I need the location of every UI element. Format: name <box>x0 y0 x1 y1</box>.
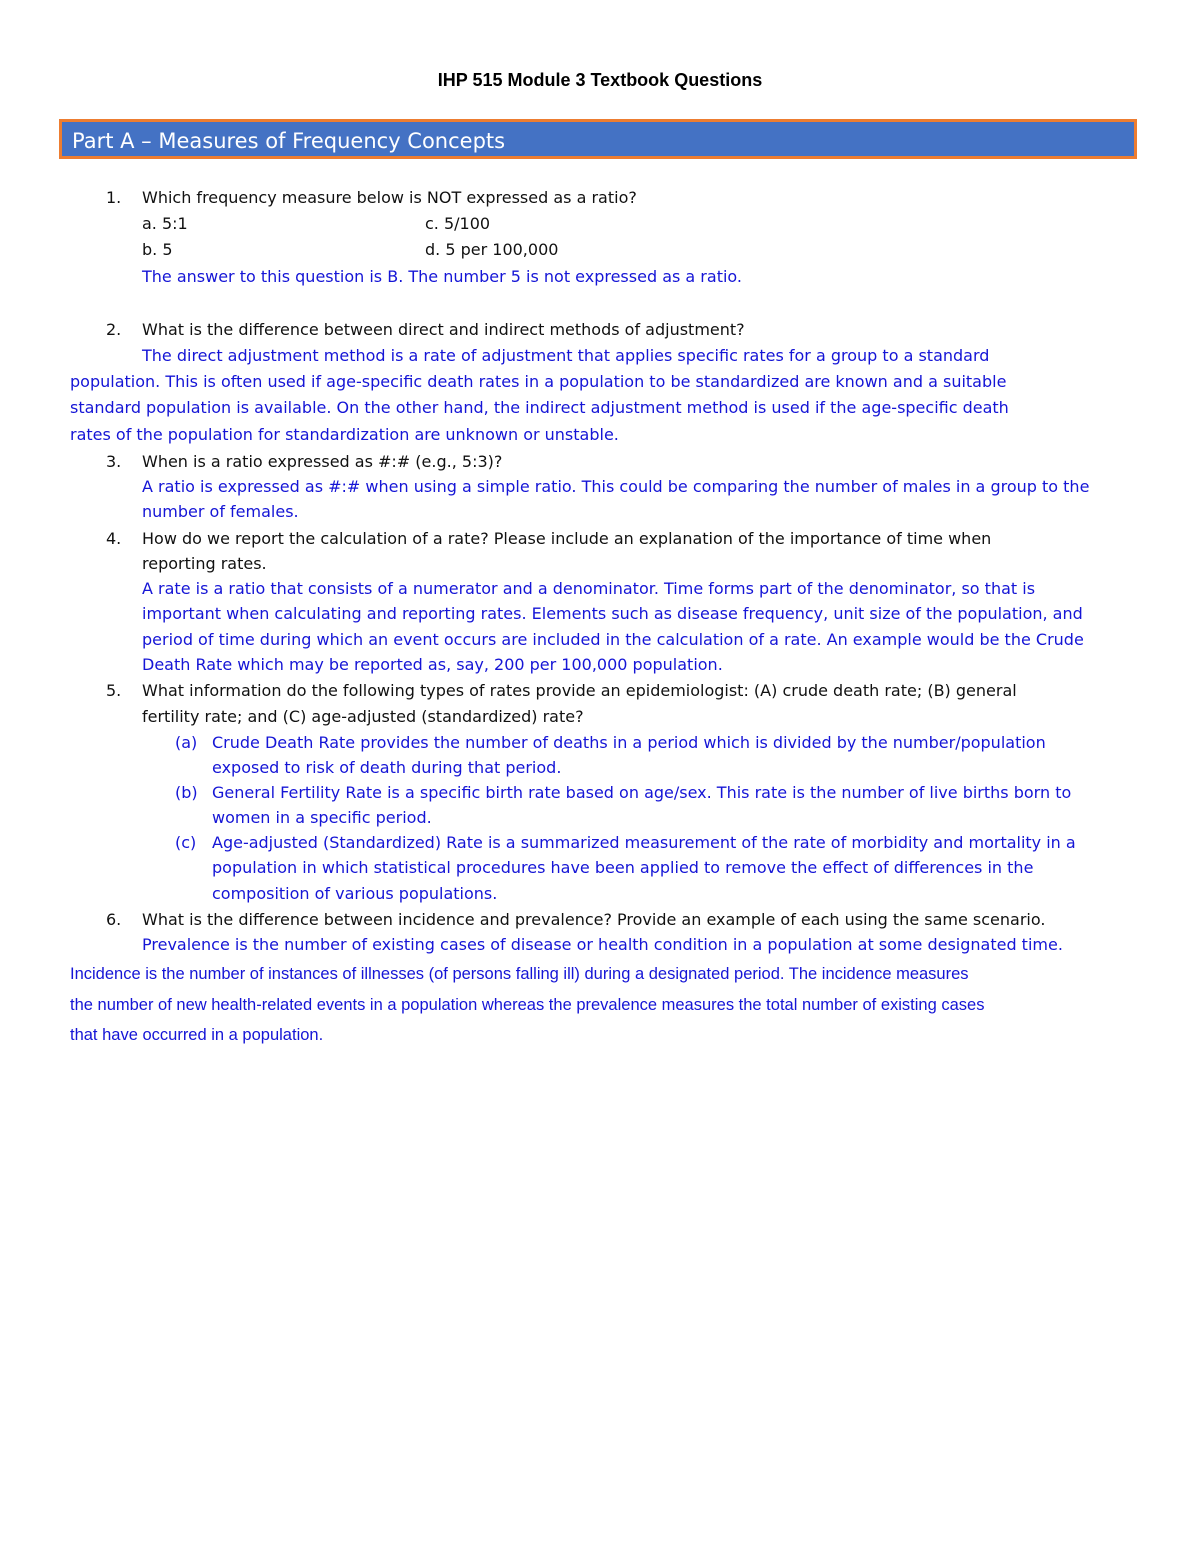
option-c: c. 5/100 <box>425 214 491 233</box>
question-text: What is the difference between incidence and prevalence? Provide an example of each using the same scenario. <box>142 910 1046 929</box>
answer-line: Prevalence is the number of existing cases of disease or health condition in a population at some designated time. <box>142 935 1063 954</box>
question-text: Which frequency measure below is NOT expressed as a ratio? <box>142 188 637 207</box>
sub-item-line: Crude Death Rate provides the number of deaths in a period which is divided by the number/population <box>212 733 1046 752</box>
option-d: d. 5 per 100,000 <box>425 240 559 259</box>
question-text: What information do the following types of rates provide an epidemiologist: (A) crude death rate; (B) general <box>142 681 1017 700</box>
question-number: 6. <box>106 910 122 929</box>
sub-item-line: composition of various populations. <box>212 884 498 903</box>
document-title: IHP 515 Module 3 Textbook Questions <box>437 70 763 90</box>
answer-line: A rate is a ratio that consists of a numerator and a denominator. Time forms part of the denominator, so that is <box>142 579 1036 598</box>
sub-item-line: women in a specific period. <box>212 808 432 827</box>
question-text: reporting rates. <box>142 554 267 573</box>
sub-item-line: Age-adjusted (Standardized) Rate is a summarized measurement of the rate of morbidity and mortality in a <box>212 833 1076 852</box>
question-number: 4. <box>106 529 122 548</box>
question-number: 5. <box>106 681 122 700</box>
sub-item-line: population in which statistical procedures have been applied to remove the effect of differences in the <box>212 858 1034 877</box>
sub-item-label: (b) <box>175 783 198 802</box>
option-b: b. 5 <box>142 240 173 259</box>
answer-line: number of females. <box>142 502 299 521</box>
answer-line: Death Rate which may be reported as, say, 200 per 100,000 population. <box>142 655 723 674</box>
answer-line: Incidence is the number of instances of illnesses (of persons falling ill) during a designated period. The incidence measures <box>70 965 969 983</box>
section-title: Part A – Measures of Frequency Concepts <box>72 129 506 153</box>
option-a: a. 5:1 <box>142 214 188 233</box>
question-text: fertility rate; and (C) age-adjusted (standardized) rate? <box>142 707 584 726</box>
sub-item-label: (a) <box>175 733 198 752</box>
answer-line: rates of the population for standardization are unknown or unstable. <box>70 425 619 444</box>
answer-line: A ratio is expressed as #:# when using a simple ratio. This could be comparing the number of males in a group to the <box>142 477 1090 496</box>
sub-item-label: (c) <box>175 833 197 852</box>
answer-line: population. This is often used if age-specific death rates in a population to be standardized are known and a suitable <box>70 372 1007 391</box>
question-text: How do we report the calculation of a rate? Please include an explanation of the importance of time when <box>142 529 992 548</box>
answer-line: The direct adjustment method is a rate of adjustment that applies specific rates for a group to a standard <box>142 346 990 365</box>
question-text: When is a ratio expressed as #:# (e.g., 5:3)? <box>142 452 503 471</box>
sub-item-line: exposed to risk of death during that period. <box>212 758 562 777</box>
answer-line: that have occurred in a population. <box>70 1026 324 1044</box>
answer-line: important when calculating and reporting rates. Elements such as disease frequency, unit size of the population, and <box>142 604 1083 623</box>
answer-line: period of time during which an event occurs are included in the calculation of a rate. An example would be the Crude <box>142 630 1084 649</box>
question-text: What is the difference between direct and indirect methods of adjustment? <box>142 320 745 339</box>
sub-item-line: General Fertility Rate is a specific birth rate based on age/sex. This rate is the number of live births born to <box>212 783 1072 802</box>
answer-text: The answer to this question is B. The number 5 is not expressed as a ratio. <box>142 267 742 286</box>
question-number: 1. <box>106 188 122 207</box>
answer-line: standard population is available. On the other hand, the indirect adjustment method is used if the age-specific death <box>70 398 1009 417</box>
section-header <box>59 119 1137 159</box>
question-number: 2. <box>106 320 122 339</box>
question-number: 3. <box>106 452 122 471</box>
answer-line: the number of new health-related events in a population whereas the prevalence measures the total number of existing cases <box>70 996 985 1014</box>
